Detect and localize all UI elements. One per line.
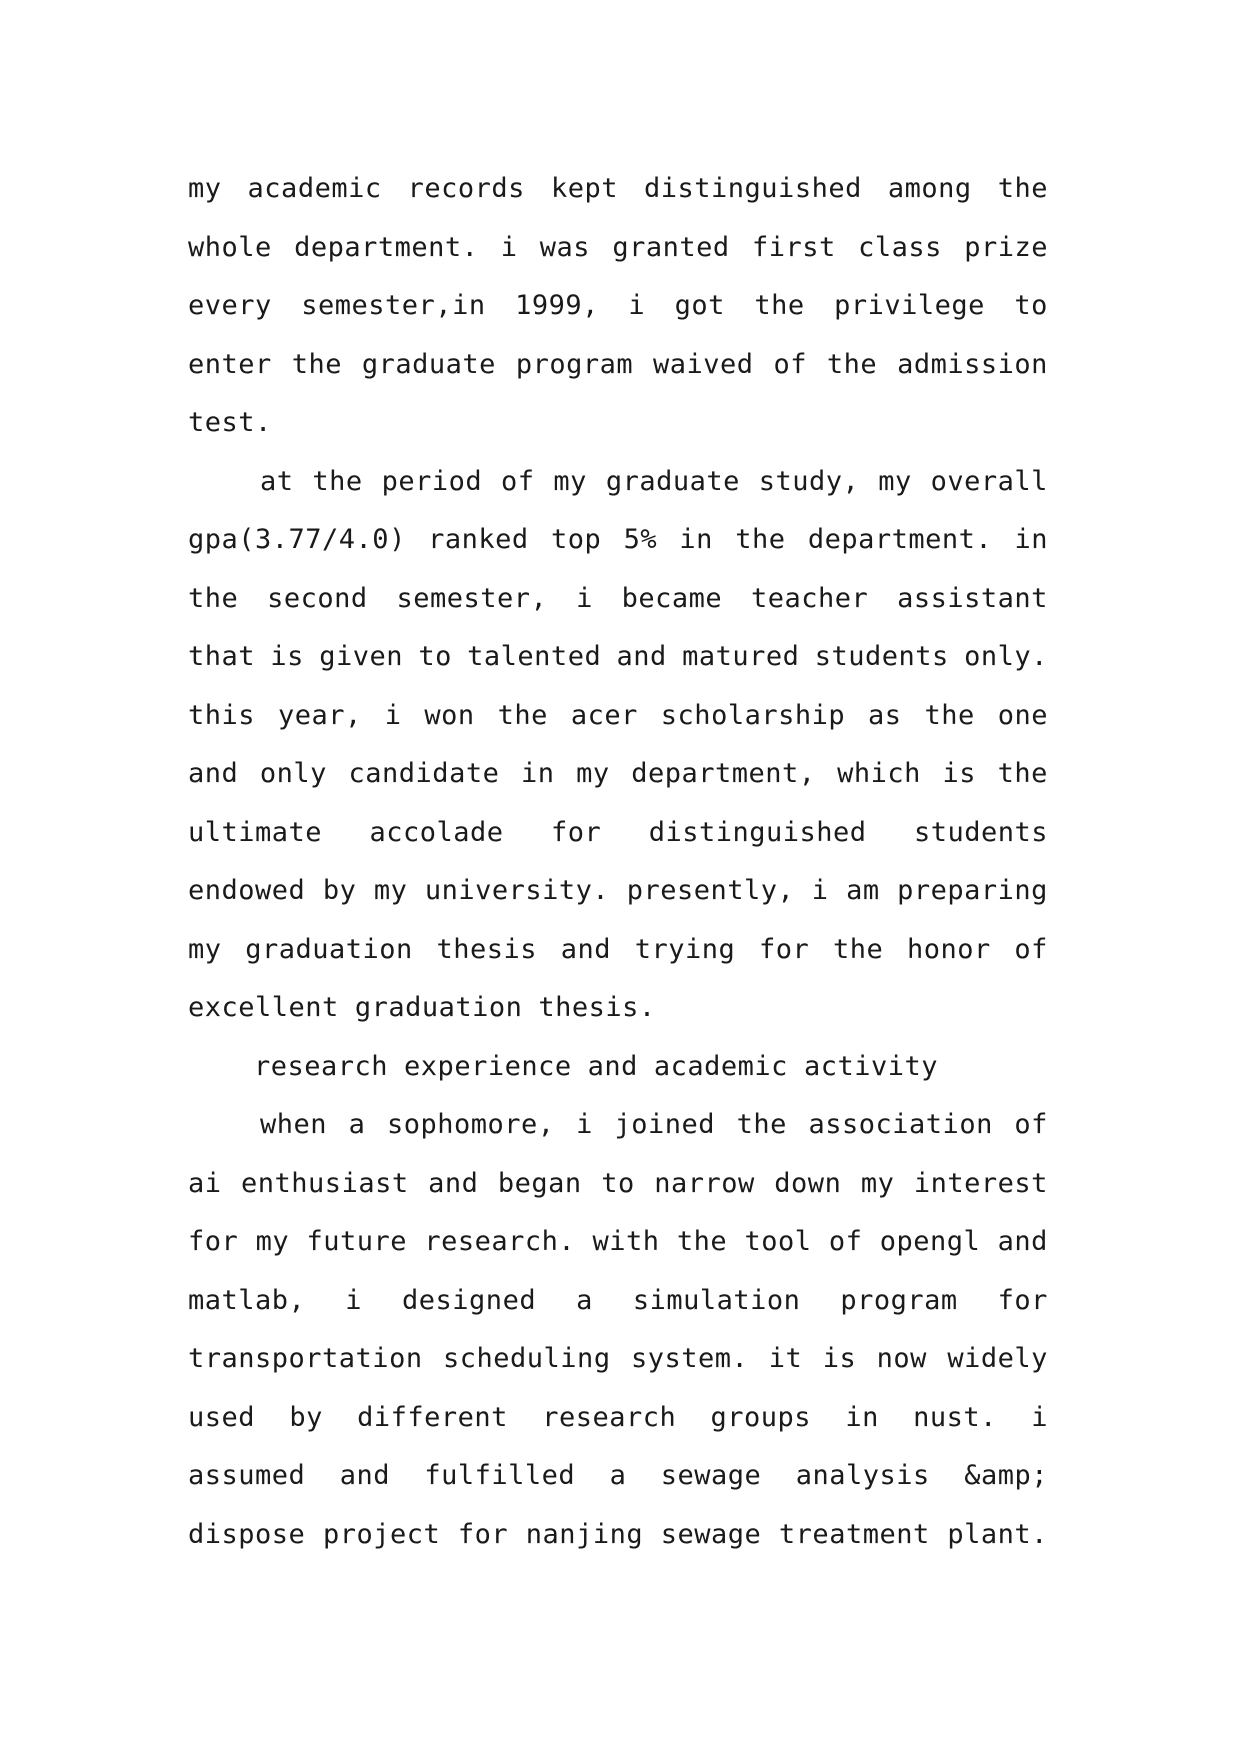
word: widely bbox=[947, 1343, 1048, 1374]
text-line bbox=[188, 628, 1048, 687]
word: the bbox=[188, 582, 239, 614]
word: thesis bbox=[436, 933, 538, 965]
word: the bbox=[736, 1109, 787, 1140]
word: the bbox=[754, 290, 805, 321]
word: i bbox=[1031, 1401, 1048, 1433]
text-line bbox=[188, 1389, 1048, 1448]
section-heading bbox=[188, 1038, 1048, 1097]
word: academic bbox=[653, 1050, 788, 1082]
word: second bbox=[267, 582, 368, 614]
word: to bbox=[1014, 290, 1048, 321]
word: semester, bbox=[396, 582, 548, 614]
word: students bbox=[814, 641, 949, 672]
word: acer bbox=[570, 699, 638, 731]
word: class bbox=[858, 231, 942, 263]
word: only. bbox=[964, 641, 1048, 672]
word: a bbox=[576, 1284, 593, 1316]
word: period bbox=[381, 465, 483, 497]
text-line bbox=[188, 394, 1048, 453]
text-line bbox=[188, 1213, 1048, 1272]
word: i bbox=[384, 699, 402, 731]
word: overall bbox=[930, 465, 1048, 497]
word: was bbox=[539, 231, 591, 263]
word: project bbox=[322, 1518, 441, 1550]
word: and bbox=[560, 933, 612, 965]
word: the bbox=[735, 524, 786, 555]
text-line bbox=[188, 1330, 1048, 1389]
word: graduation bbox=[245, 933, 413, 965]
word: different bbox=[357, 1401, 508, 1433]
word: the bbox=[924, 699, 975, 731]
word: sewage bbox=[660, 1518, 762, 1550]
word: i bbox=[811, 875, 829, 906]
word: the bbox=[832, 933, 884, 965]
word: groups bbox=[710, 1401, 812, 1433]
word: analysis bbox=[795, 1460, 930, 1491]
word: program bbox=[515, 348, 634, 380]
word: a bbox=[609, 1460, 627, 1491]
word: only bbox=[259, 758, 327, 789]
text-line bbox=[188, 745, 1048, 804]
word: teacher bbox=[751, 582, 869, 614]
word: preparing bbox=[897, 875, 1048, 906]
word: future bbox=[306, 1226, 408, 1257]
word: ranked bbox=[428, 524, 529, 555]
word: program bbox=[840, 1284, 958, 1316]
word: to bbox=[601, 1167, 635, 1199]
word: university. bbox=[424, 875, 610, 906]
word: matured bbox=[682, 641, 800, 672]
word: department. bbox=[807, 524, 993, 555]
word: i bbox=[628, 290, 646, 321]
word: test. bbox=[188, 407, 272, 438]
word: ai bbox=[188, 1167, 222, 1199]
word: simulation bbox=[632, 1284, 801, 1316]
word: for bbox=[758, 933, 810, 965]
word: nust. bbox=[913, 1401, 997, 1433]
word: 5% bbox=[623, 524, 658, 555]
word: research. bbox=[424, 1226, 576, 1257]
word: is bbox=[822, 1343, 857, 1374]
word: of bbox=[828, 1226, 863, 1257]
text-line bbox=[188, 1155, 1048, 1214]
word: presently, bbox=[626, 875, 795, 906]
word: joined bbox=[614, 1109, 716, 1140]
word: graduate bbox=[605, 465, 740, 497]
word: as bbox=[868, 699, 902, 731]
word: ultimate bbox=[188, 816, 323, 848]
word: the bbox=[997, 173, 1048, 204]
text-line bbox=[188, 862, 1048, 921]
text-line bbox=[188, 1272, 1048, 1331]
word: candidate bbox=[348, 758, 500, 789]
word: my bbox=[188, 173, 222, 204]
word: given bbox=[319, 641, 403, 672]
document-body bbox=[188, 160, 1048, 1564]
word: every bbox=[188, 290, 272, 321]
text-line bbox=[188, 979, 1048, 1038]
word: which bbox=[837, 758, 921, 789]
word: the bbox=[826, 348, 878, 380]
word: department. bbox=[294, 231, 479, 263]
word: activity bbox=[803, 1050, 938, 1082]
word: 1999, bbox=[515, 290, 599, 321]
word: my bbox=[373, 875, 408, 906]
word: and bbox=[188, 758, 239, 789]
word: for bbox=[997, 1284, 1048, 1316]
word: semester,in bbox=[301, 290, 486, 321]
word: won bbox=[424, 699, 475, 731]
text-line bbox=[188, 687, 1048, 746]
word: top bbox=[551, 524, 602, 555]
text-line bbox=[188, 1096, 1048, 1155]
word: system. bbox=[631, 1343, 749, 1374]
word: accolade bbox=[369, 816, 504, 848]
word: the bbox=[291, 348, 342, 380]
word: of bbox=[773, 348, 807, 380]
word: for bbox=[457, 1518, 509, 1550]
word: first bbox=[752, 231, 836, 263]
word: matlab, bbox=[188, 1284, 306, 1316]
word: assumed bbox=[188, 1460, 306, 1491]
word: academic bbox=[247, 173, 382, 204]
word: my bbox=[255, 1226, 290, 1257]
word: plant. bbox=[947, 1518, 1048, 1550]
word: honor bbox=[906, 933, 991, 965]
word: students bbox=[913, 816, 1048, 848]
word: the bbox=[497, 699, 548, 731]
word: and bbox=[339, 1460, 390, 1491]
word: for bbox=[188, 1226, 239, 1257]
word: tool bbox=[744, 1226, 812, 1257]
text-line bbox=[188, 921, 1048, 980]
word: one bbox=[997, 699, 1048, 731]
word: got bbox=[674, 290, 725, 321]
text-line bbox=[188, 277, 1048, 336]
word: the bbox=[997, 758, 1048, 789]
word: to bbox=[418, 641, 452, 672]
word: waived bbox=[653, 348, 754, 380]
word: that bbox=[188, 641, 256, 672]
word: i bbox=[576, 582, 593, 614]
word: designed bbox=[402, 1284, 537, 1316]
word: thesis. bbox=[538, 992, 656, 1023]
word: association bbox=[808, 1109, 993, 1140]
word: of bbox=[1014, 1109, 1048, 1140]
word: and bbox=[616, 641, 667, 672]
word: assistant bbox=[897, 582, 1048, 614]
word: the bbox=[676, 1226, 728, 1257]
word: am bbox=[846, 875, 880, 906]
word: is bbox=[942, 758, 977, 789]
word: kept bbox=[550, 173, 618, 204]
word: is bbox=[270, 641, 304, 672]
word: research bbox=[542, 1401, 677, 1433]
word: graduation bbox=[354, 992, 523, 1023]
word: i bbox=[576, 1109, 593, 1140]
word: talented bbox=[467, 641, 602, 672]
word: my bbox=[576, 758, 610, 789]
word: and bbox=[587, 1050, 638, 1082]
word: year, bbox=[277, 699, 362, 731]
word: for bbox=[550, 816, 602, 848]
word: records bbox=[407, 173, 525, 204]
text-line bbox=[188, 219, 1048, 278]
word: whole bbox=[188, 231, 272, 263]
word: enthusiast bbox=[241, 1167, 409, 1199]
word: by bbox=[289, 1401, 323, 1433]
word: narrow bbox=[654, 1167, 755, 1199]
word: my bbox=[553, 465, 587, 497]
word: down bbox=[774, 1167, 842, 1199]
word: granted bbox=[612, 231, 730, 263]
word: department, bbox=[631, 758, 816, 789]
text-line bbox=[188, 1506, 1048, 1565]
word: interest bbox=[913, 1167, 1048, 1199]
text-line bbox=[188, 570, 1048, 629]
word: in bbox=[679, 524, 713, 555]
word: distinguished bbox=[644, 173, 862, 204]
word: the bbox=[312, 465, 363, 497]
word: scheduling bbox=[443, 1343, 611, 1374]
word: my bbox=[878, 465, 912, 497]
word: in bbox=[520, 758, 555, 789]
text-line bbox=[188, 511, 1048, 570]
text-line bbox=[188, 453, 1048, 512]
word: prize bbox=[964, 231, 1048, 263]
word: my bbox=[188, 933, 222, 965]
word: sophomore, bbox=[386, 1109, 555, 1140]
word: used bbox=[188, 1401, 256, 1433]
word: a bbox=[348, 1109, 366, 1140]
word: became bbox=[621, 582, 723, 614]
word: gpa(3.77/4.0) bbox=[188, 524, 406, 555]
word: &amp; bbox=[964, 1460, 1048, 1491]
word: in bbox=[1014, 524, 1048, 555]
word: study, bbox=[758, 465, 860, 497]
word: experience bbox=[404, 1050, 572, 1082]
word: i bbox=[345, 1284, 363, 1316]
word: admission bbox=[897, 348, 1048, 380]
text-line bbox=[188, 336, 1048, 395]
word: scholarship bbox=[660, 699, 846, 731]
word: trying bbox=[634, 933, 736, 965]
text-line bbox=[188, 1447, 1048, 1506]
word: this bbox=[188, 699, 256, 731]
word: dispose bbox=[188, 1518, 306, 1550]
word: treatment bbox=[778, 1518, 930, 1550]
word: and bbox=[428, 1167, 479, 1199]
word: sewage bbox=[660, 1460, 762, 1491]
word: now bbox=[876, 1343, 927, 1374]
word: distinguished bbox=[648, 816, 867, 848]
word: enter bbox=[188, 348, 272, 380]
word: at bbox=[260, 465, 294, 497]
word: began bbox=[497, 1167, 582, 1199]
word: it bbox=[768, 1343, 803, 1374]
word: research bbox=[254, 1050, 389, 1082]
word: transportation bbox=[188, 1343, 423, 1374]
word: and bbox=[997, 1226, 1048, 1257]
text-line bbox=[188, 160, 1048, 219]
word: nanjing bbox=[525, 1518, 644, 1550]
word: of bbox=[1014, 933, 1048, 965]
word: in bbox=[845, 1401, 879, 1433]
word: endowed bbox=[188, 875, 306, 906]
word: opengl bbox=[879, 1226, 981, 1257]
word: when bbox=[260, 1109, 328, 1140]
word: of bbox=[501, 465, 535, 497]
word: with bbox=[592, 1226, 660, 1257]
word: by bbox=[322, 875, 357, 906]
text-line bbox=[188, 804, 1048, 863]
word: among bbox=[887, 173, 972, 204]
word: my bbox=[860, 1167, 895, 1199]
word: privilege bbox=[834, 290, 985, 321]
word: excellent bbox=[188, 992, 339, 1023]
word: fulfilled bbox=[424, 1460, 576, 1491]
word: i bbox=[500, 231, 518, 263]
word: graduate bbox=[361, 348, 496, 380]
